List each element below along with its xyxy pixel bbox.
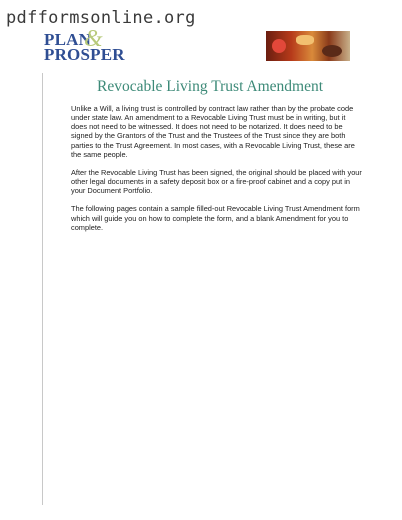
paragraph-intro: Unlike a Will, a living trust is controlled by contract law rather than by the probate code under state law. An amendment to a Revocable Living Trust must be in writing, but it does not need to be witnessed. It does not need to be notarized. It does need to be signed by the Grantors of the Trust and the Trustees of the Trust since they are both parties to the Trust Agreement. In most cases, with a Revocable Living Trust, these are the same people. [71, 104, 355, 159]
plan-prosper-logo [44, 26, 125, 64]
document-title: Revocable Living Trust Amendment [96, 78, 324, 95]
logo-word-plan: PLAN [44, 30, 92, 49]
document-body [71, 104, 362, 241]
paragraph-storage: After the Revocable Living Trust has been signed, the original should be placed with your other legal documents in a safety deposit box or a fire-proof cabinet and a copy put in your Document Portfolio. [71, 167, 362, 196]
logo-word-prosper: PROSPER [44, 45, 125, 64]
logo-ampersand: & [84, 26, 103, 52]
paragraph-following-pages: The following pages contain a sample filled-out Revocable Living Trust Amendment form which will guide you on how to complete the form, and a blank Amendment for you to complete. [71, 204, 360, 232]
left-margin-rule [42, 73, 43, 505]
header-photo [266, 31, 350, 61]
site-watermark: pdfformsonline.org [6, 8, 196, 28]
